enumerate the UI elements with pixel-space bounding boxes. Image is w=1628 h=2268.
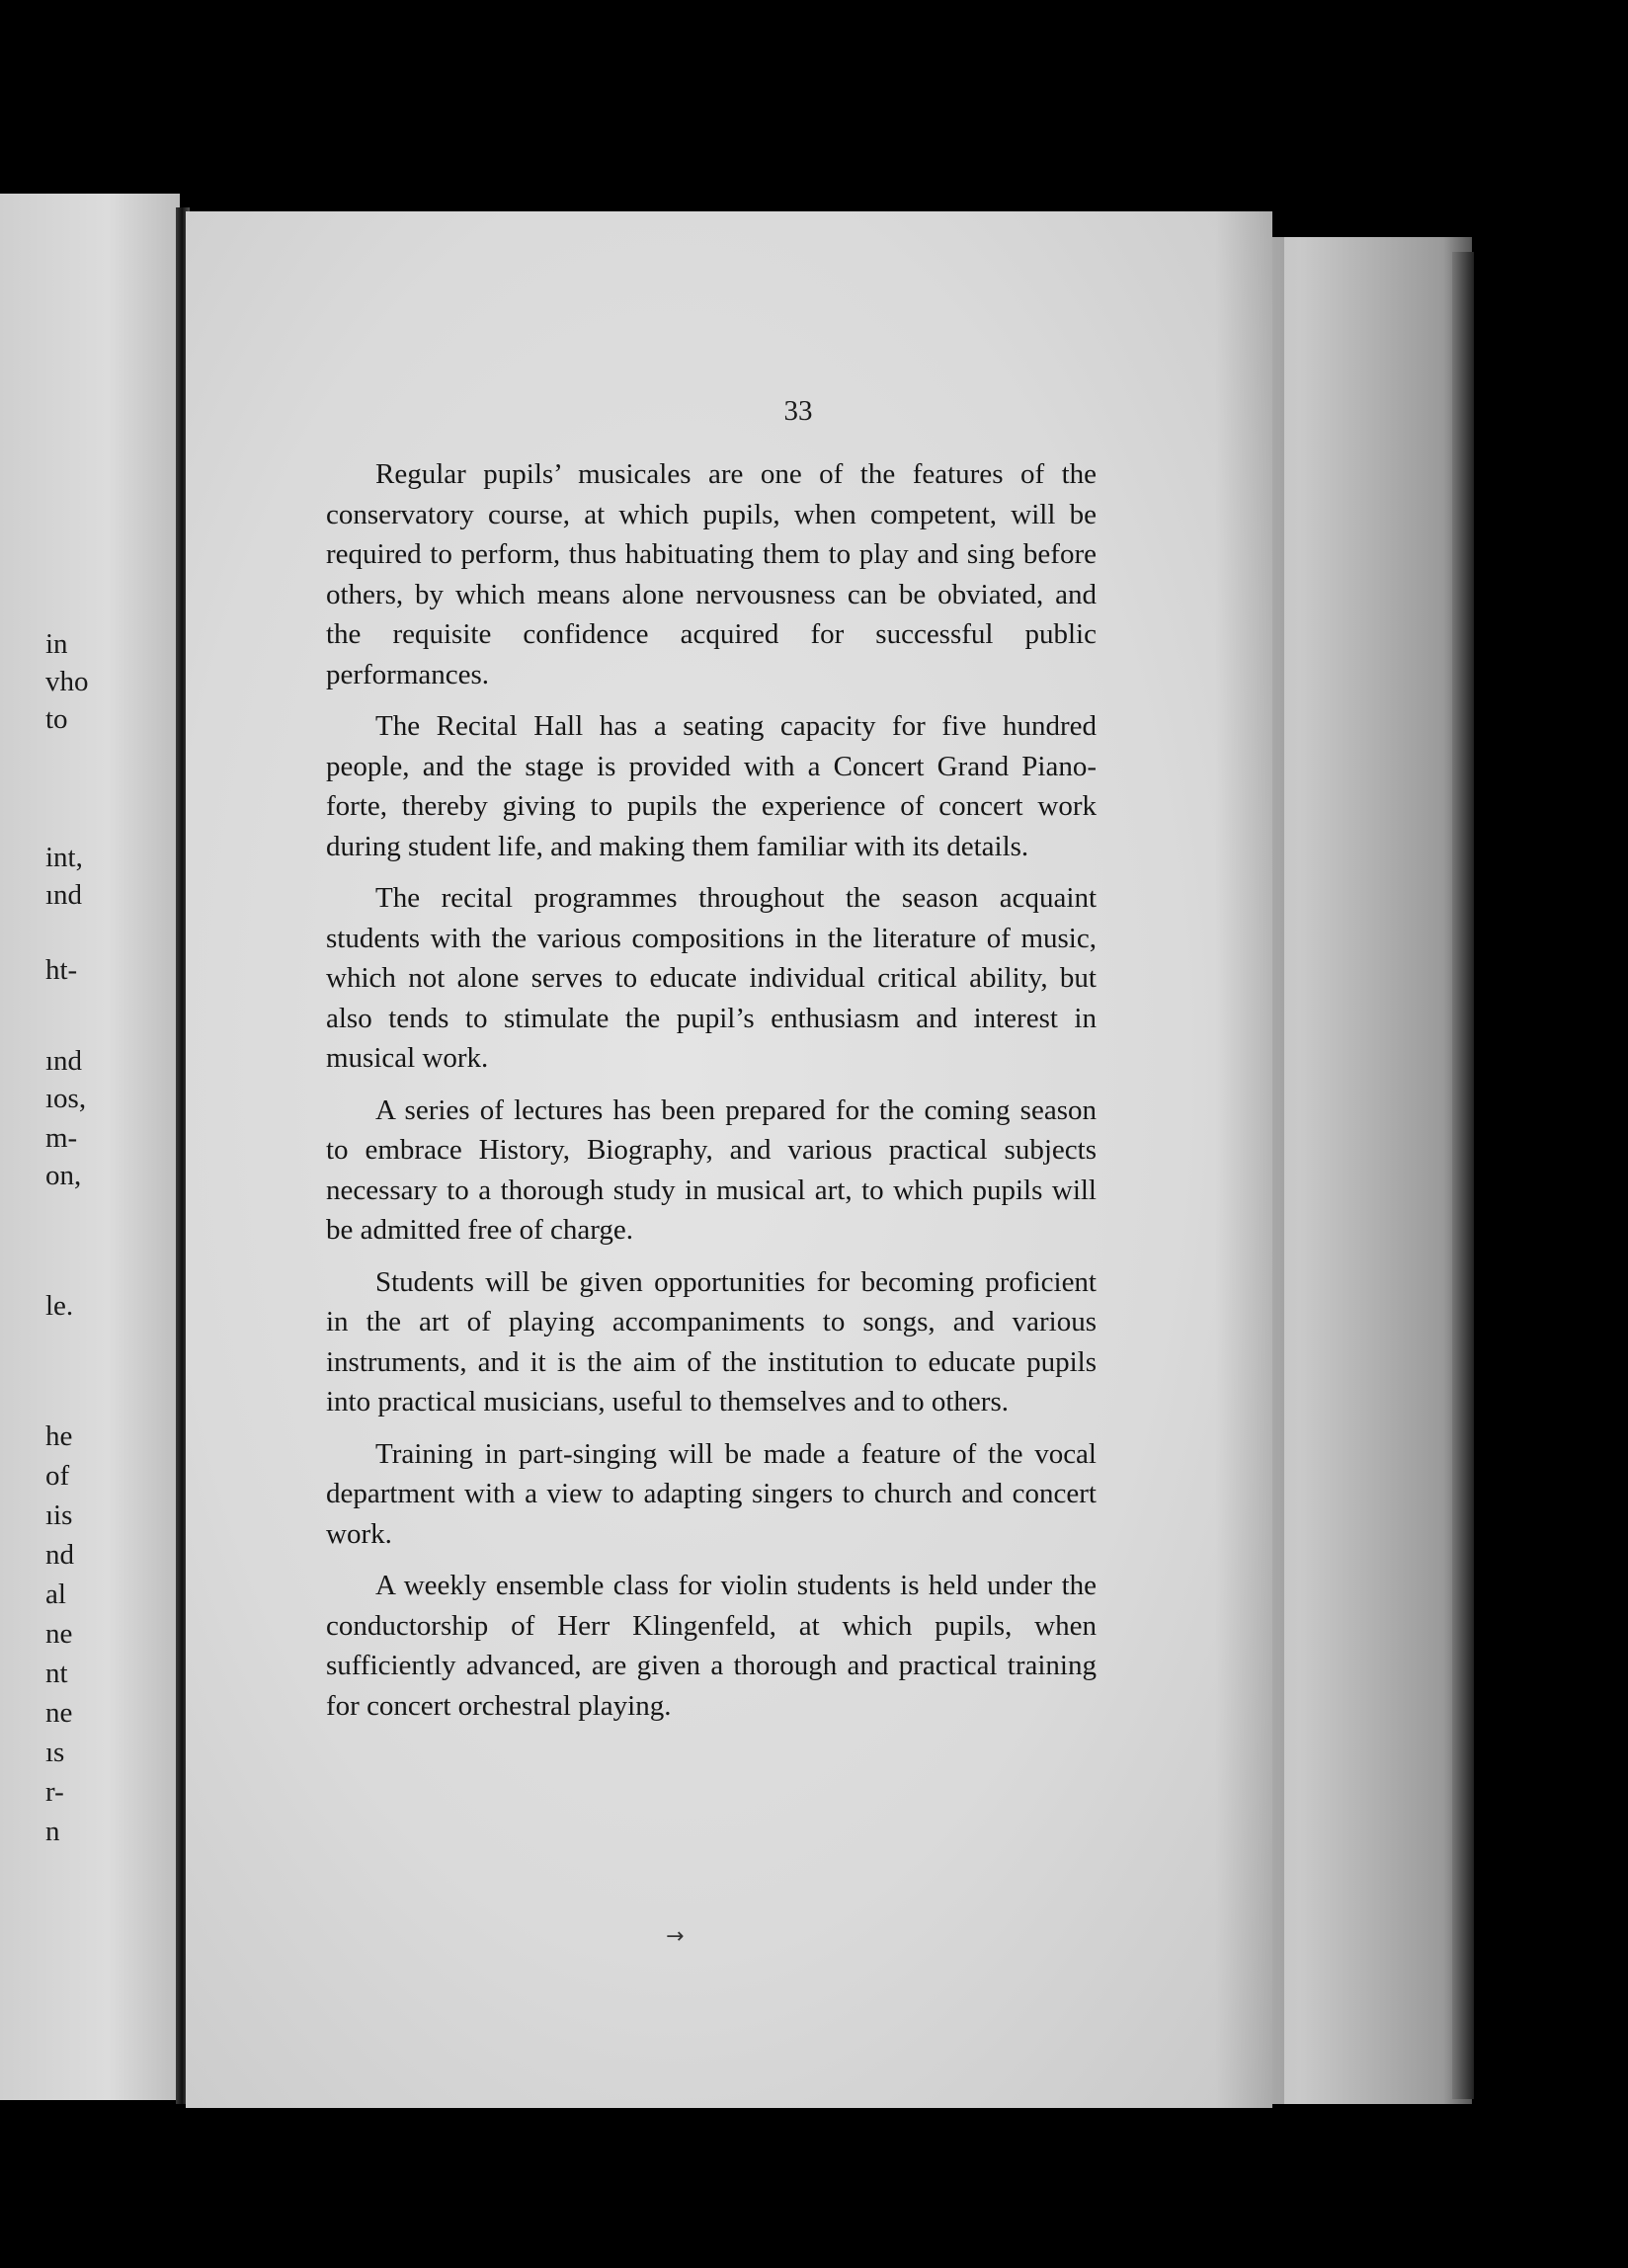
stray-arrow-mark: → (666, 1924, 685, 1949)
paragraph-ensemble-class: A weekly ensemble class for violin students is held under the conductorship of Herr Klingenfeld, at which pupils, when sufficiently advanced, are given a thorough and practical training for concert orchestral playing. (326, 1570, 1097, 1722)
left-fragment: nd (45, 1539, 74, 1571)
page-curl-shadow (1215, 211, 1284, 2108)
back-page-edge (1452, 252, 1474, 2099)
left-fragment: al (45, 1579, 66, 1610)
left-fragment: ht- (45, 954, 78, 986)
paragraph-accompaniments: Students will be given opportunities for becoming proficient in the art of playing accompaniments to songs, and various instruments, and it is the aim of the institution to educate pupils into practical musicians, useful to themselves and to others. (326, 1265, 1097, 1418)
left-fragment: in (45, 628, 68, 660)
paragraph-lectures: A series of lectures has been prepared for the coming season to embrace History, Biography, and various practical subjects necessary to a thorough study in musical art, to which pupils will be admitted free of charge. (326, 1094, 1097, 1246)
left-page-text-fragments (0, 194, 180, 2100)
left-fragment: nt (45, 1658, 68, 1689)
left-fragment: m- (45, 1122, 78, 1154)
left-fragment: ıis (45, 1499, 73, 1531)
left-fragment: to (45, 703, 68, 735)
paragraph-recital-programmes: The recital programmes throughout the season acquaint students with the various compositions in the literature of music, which not alone serves to educate individual critical ability, but also tends to stimulate the pupil’s enthusiasm and interest in musical work. (326, 882, 1097, 1074)
left-fragment: n (45, 1816, 60, 1847)
left-fragment: le. (45, 1290, 74, 1322)
main-page (186, 211, 1272, 2108)
paragraph-recital-hall: The Recital Hall has a seating capacity for five hundred people, and the stage is provided with a Concert Grand Piano-forte, thereby giving to pupils the experience of concert work during student life, and making them familiar with its details. (326, 710, 1097, 862)
left-fragment: ne (45, 1618, 73, 1650)
left-fragment: ınd (45, 879, 83, 911)
left-fragment: vho (45, 666, 89, 697)
left-fragment: ne (45, 1697, 73, 1729)
left-fragment: he (45, 1420, 73, 1452)
left-fragment: ıos, (45, 1083, 87, 1114)
left-fragment: int, (45, 842, 83, 873)
left-fragment: on, (45, 1160, 82, 1191)
body-text (326, 454, 1097, 1738)
left-fragment: of (45, 1460, 70, 1492)
left-fragment: r- (45, 1776, 64, 1808)
left-fragment: ıs (45, 1737, 65, 1768)
page-number: 33 (783, 395, 813, 427)
paragraph-musicales: Regular pupils’ musicales are one of the features of the conservatory course, at which pupils, when competent, will be required to perform, thus habituating them to play and sing before others, by which means alone nervousness can be obviated, and the requisite confidence acquired for successful public performances. (326, 458, 1097, 690)
left-fragment: ınd (45, 1045, 83, 1077)
paragraph-part-singing: Training in part-singing will be made a feature of the vocal department with a view to adapting singers to church and concert work. (326, 1437, 1097, 1550)
left-facing-page (0, 194, 180, 2100)
